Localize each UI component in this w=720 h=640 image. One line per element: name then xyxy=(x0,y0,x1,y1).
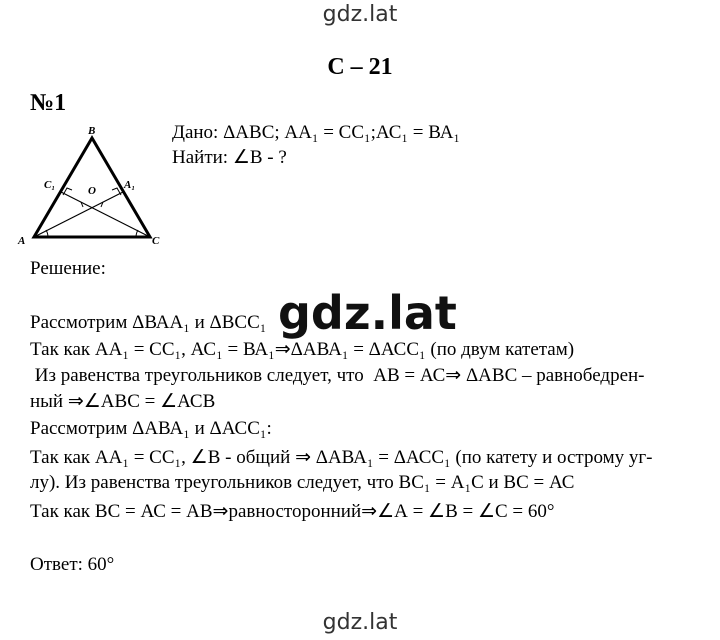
solution-heading: Решение: xyxy=(30,258,106,279)
watermark-top: gdz.lat xyxy=(322,2,398,27)
solution-line: Рассмотрим ΔВАА₁ и ΔВСС₁ xyxy=(30,312,267,333)
vertex-label-c: C xyxy=(152,235,160,247)
page-title: С – 21 xyxy=(327,54,393,80)
point-label-o: O xyxy=(88,185,96,197)
solution-line: ный ⇒∠АВС = ∠АСВ xyxy=(30,391,216,412)
answer-text: Ответ: 60° xyxy=(30,554,115,575)
vertex-label-a1: A₁ xyxy=(124,179,136,191)
solution-line: Рассмотрим ΔАВА₁ и ΔАСС₁: xyxy=(30,418,272,439)
problem-number: №1 xyxy=(30,90,67,116)
triangle-figure xyxy=(12,122,162,250)
solution-line: Так как АА₁ = СС₁, АС₁ = ВА₁⇒ΔАВА₁ = ΔАСС₁ (по двум катетам) xyxy=(30,339,575,360)
solution-line: лу). Из равенства треугольников следует, что ВС₁ = А₁С и ВС = АС xyxy=(30,472,575,493)
solution-line: Так как АА₁ = СС₁, ∠В - общий ⇒ ΔАВА₁ = ΔАСС₁ (по катету и острому уг- xyxy=(30,447,653,468)
find-text: Найти: ∠В - ? xyxy=(172,147,287,168)
watermark-bottom: gdz.lat xyxy=(322,610,398,635)
watermark-center: gdz.lat xyxy=(278,286,457,340)
solution-line: Из равенства треугольников следует, что АВ = АС⇒ ΔАВС – равнобедрен- xyxy=(30,365,645,386)
vertex-label-b: B xyxy=(88,125,96,137)
solution-line: Так как ВС = АС = АВ⇒равносторонний⇒∠А = ∠В = ∠С = 60° xyxy=(30,501,555,522)
vertex-label-a: A xyxy=(18,235,26,247)
given-text: Дано: ΔАВС; АА₁ = СС₁;АС₁ = ВА₁ xyxy=(172,122,461,143)
vertex-label-c1: C₁ xyxy=(44,179,56,191)
